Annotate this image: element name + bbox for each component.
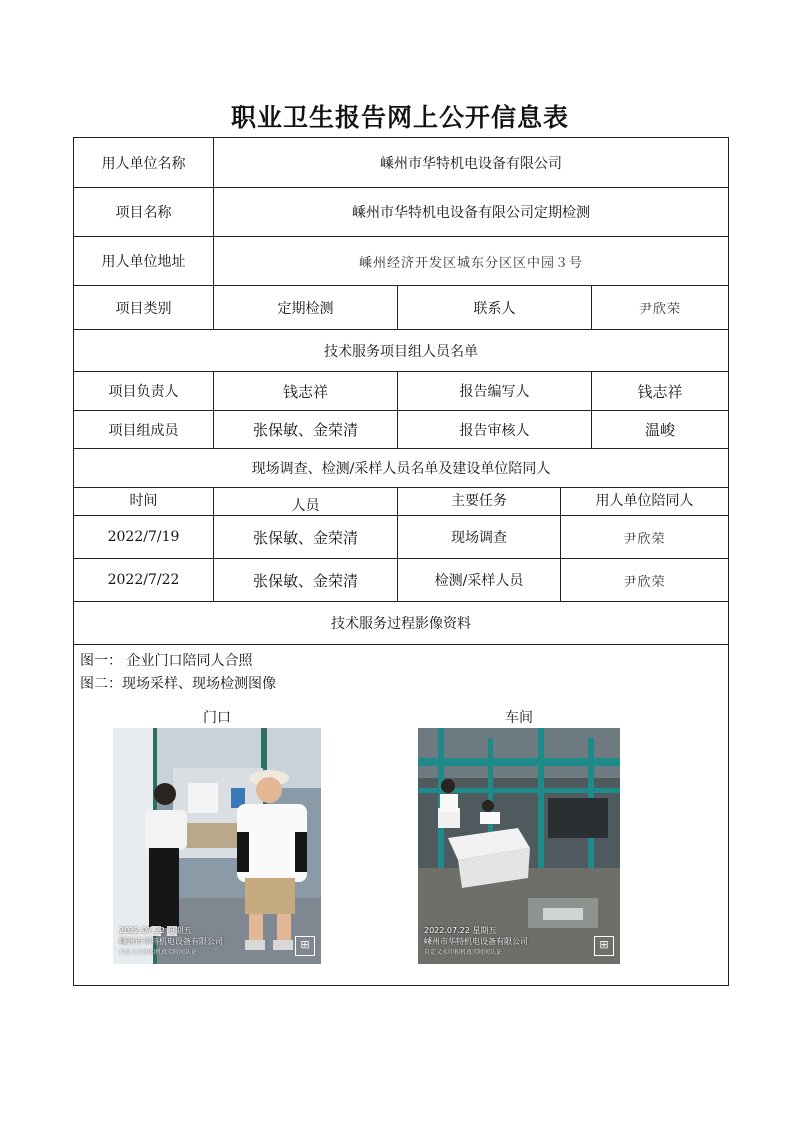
survey-row-2-task: 检测/采样人员 <box>434 573 524 589</box>
survey-row-1-persons: 张保敏、金荣清 <box>252 528 358 547</box>
header-task: 主要任务 <box>451 493 507 509</box>
photo-1-watermark <box>119 925 223 958</box>
photo-2-stamp-note: 自定义水印相机真实时间认证 <box>424 949 503 956</box>
header-time: 时间 <box>129 493 158 509</box>
members-value: 张保敏、金荣清 <box>252 421 358 439</box>
leader-label: 项目负责人 <box>108 384 179 400</box>
reviewer-label: 报告审核人 <box>459 422 530 439</box>
header-persons: 人员 <box>291 498 320 514</box>
survey-row-1-companion: 尹欣荣 <box>623 531 666 547</box>
contact-value: 尹欣荣 <box>638 302 681 317</box>
photo-1-stamp-company: 嵊州市华特机电设备有限公司 <box>119 937 223 946</box>
employer-name-label: 用人单位名称 <box>101 155 186 172</box>
workshop-photo <box>418 728 620 964</box>
survey-row-1-task: 现场调查 <box>451 530 507 546</box>
photo-2-watermark-icon: ⊞ <box>594 936 614 956</box>
employer-name-value: 嵊州市华特机电设备有限公司 <box>380 155 562 172</box>
figure-1-note: 图一： 企业门口陪同人合照 <box>80 653 253 669</box>
employer-address-label: 用人单位地址 <box>101 254 186 270</box>
survey-row-2-companion: 尹欣荣 <box>623 574 666 590</box>
reviewer-value: 温峻 <box>644 421 675 439</box>
project-type-value: 定期检测 <box>277 300 334 317</box>
project-name-value: 嵊州市华特机电设备有限公司定期检测 <box>352 205 590 221</box>
survey-row-1-time: 2022/7/19 <box>107 529 180 545</box>
survey-section-heading: 现场调查、检测/采样人员名单及建设单位陪同人 <box>251 461 551 477</box>
writer-label: 报告编写人 <box>459 384 530 400</box>
survey-row-2-time: 2022/7/22 <box>107 572 180 588</box>
photo-2-watermark <box>424 925 528 958</box>
photo-1-caption: 门口 <box>203 710 231 726</box>
figure-2-note: 图二：现场采样、现场检测图像 <box>80 676 276 692</box>
members-label: 项目组成员 <box>108 422 179 439</box>
leader-value: 钱志祥 <box>282 382 328 401</box>
photo-2-stamp-date: 2022.07.22 星期五 <box>424 926 497 935</box>
employer-address-value: 嵊州经济开发区城东分区区中园３号 <box>358 255 583 271</box>
project-name-label: 项目名称 <box>115 205 172 221</box>
photo-1-watermark-icon: ⊞ <box>295 936 315 956</box>
photo-2-caption: 车间 <box>505 710 533 726</box>
page-title: 职业卫生报告网上公开信息表 <box>230 103 569 132</box>
photo-1-stamp-note: 自定义水印相机真实时间认证 <box>119 949 198 956</box>
photo-2-stamp-company: 嵊州市华特机电设备有限公司 <box>424 937 528 946</box>
entrance-photo <box>113 728 321 964</box>
header-companion: 用人单位陪同人 <box>595 493 694 509</box>
team-section-heading: 技术服务项目组人员名单 <box>324 343 478 360</box>
project-type-label: 项目类别 <box>115 300 172 317</box>
photo-1-stamp-date: 2022.07.22 星期五 <box>119 926 192 935</box>
writer-value: 钱志祥 <box>637 382 683 401</box>
images-section-heading: 技术服务过程影像资料 <box>331 616 471 632</box>
survey-row-2-persons: 张保敏、金荣清 <box>252 571 358 590</box>
contact-label: 联系人 <box>473 300 516 317</box>
